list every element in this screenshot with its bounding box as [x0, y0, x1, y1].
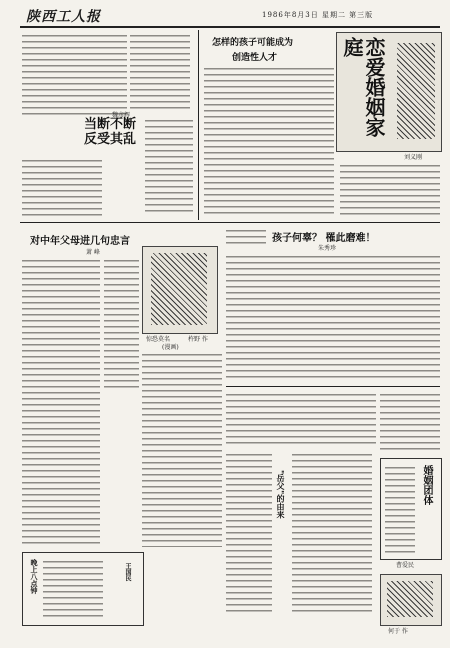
headline-mid-left: 对中年父母进几句忠言	[30, 236, 130, 247]
column-rule	[198, 30, 199, 220]
bottom-left-box	[22, 552, 144, 626]
feature-art-credit: 刘义刚	[404, 154, 423, 161]
article-text-bottom-center-top	[226, 392, 376, 447]
article-text-left-top-3	[130, 33, 190, 113]
masthead-rule	[20, 26, 440, 28]
byline-bottom-right: 曹爱民	[396, 562, 415, 569]
bottom-left-title: 晚上八点钟	[30, 559, 39, 594]
feature-art-title: 恋爱婚姻家庭	[340, 37, 386, 137]
article-text-mid-center	[142, 352, 222, 547]
article-text-bottom-left	[43, 559, 103, 617]
byline-left-top: 魏彦辉	[112, 112, 131, 119]
article-text-left-top-4	[145, 118, 193, 213]
headline-center-line2: 创造性人才	[232, 53, 278, 63]
cartoon-art	[142, 246, 218, 334]
headline-mid-right: 孩子何辜？ 罹此磨难！	[272, 233, 376, 244]
article-text-bottom-right	[385, 465, 415, 553]
article-text-left-top	[22, 33, 127, 116]
headline-bottom-center: "岳父"的由来	[276, 470, 286, 519]
article-text-right-top	[340, 163, 440, 218]
article-text-mid-right-intro	[226, 228, 266, 248]
article-text-bottom-center-1	[226, 452, 272, 612]
bottom-right-art	[380, 574, 442, 626]
article-text-mid-left-2	[104, 258, 139, 388]
article-text-center-top	[204, 66, 334, 216]
marriage-box	[380, 458, 442, 560]
feature-art-illustration	[397, 43, 435, 139]
headline-bottom-right: 婚姻团体	[421, 465, 432, 505]
cartoon-illustration	[151, 253, 207, 325]
cartoon-caption-left: 惊恐莫名	[146, 336, 171, 343]
bottom-right-illustration	[387, 581, 433, 617]
bottom-right-art-credit: 何于 作	[388, 628, 408, 635]
article-text-bottom-right-top	[380, 392, 440, 452]
headline-center-line1: 怎样的孩子可能成为	[212, 38, 294, 48]
date-line: 1986年8月3日 星期二 第三版	[262, 11, 374, 19]
byline-mid-left: 萧 峰	[86, 249, 100, 256]
article-text-mid-right	[226, 254, 440, 382]
section-rule-2	[226, 386, 440, 387]
headline-left-top: 当断不断反受其乱	[84, 117, 137, 147]
byline-mid-right: 朱秀珍	[318, 245, 337, 252]
article-text-mid-left	[22, 258, 100, 548]
bottom-left-byline: 王国民	[124, 563, 131, 581]
article-text-left-top-2	[22, 158, 102, 218]
cartoon-caption-bottom: (漫画)	[162, 344, 179, 351]
section-rule	[20, 222, 440, 223]
masthead-title: 陕西工人报	[26, 9, 101, 25]
feature-art	[336, 32, 442, 152]
cartoon-caption-right: 杵野 作	[188, 336, 208, 343]
article-text-bottom-center-2	[292, 452, 372, 612]
